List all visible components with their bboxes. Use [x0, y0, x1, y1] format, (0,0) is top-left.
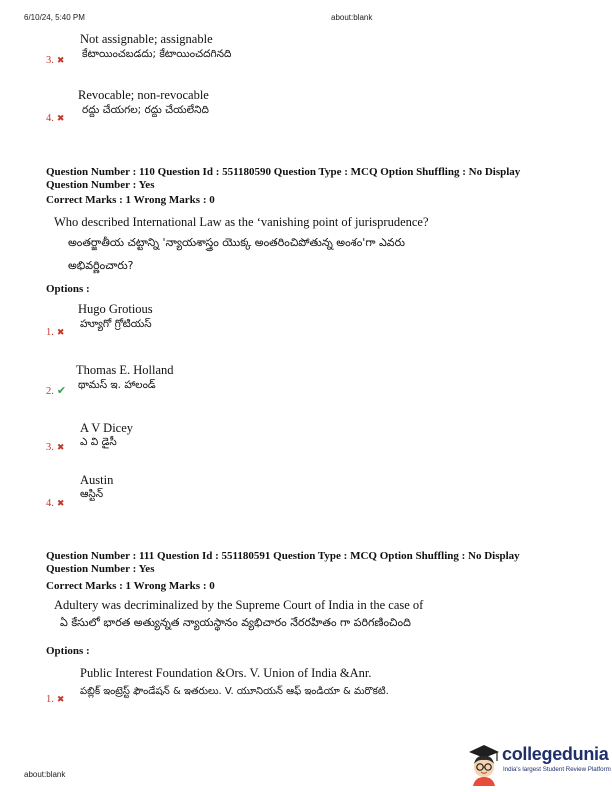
option-2-english: Thomas E. Holland — [76, 363, 174, 377]
option-1-english: Hugo Grotious — [78, 302, 153, 316]
question-111-marks: Correct Marks : 1 Wrong Marks : 0 — [46, 580, 215, 592]
option-3-english: Not assignable; assignable — [80, 32, 213, 46]
cross-mark-icon: ✖ — [56, 499, 65, 509]
option-3-english: A V Dicey — [80, 421, 134, 435]
options-label: Options : — [46, 645, 90, 657]
option-3-marker — [46, 55, 64, 66]
question-110-marks: Correct Marks : 1 Wrong Marks : 0 — [46, 194, 215, 206]
cross-mark-icon: ✖ — [56, 328, 65, 338]
question-111-text-telugu: ఏ కేసులో భారత అత్యున్నత న్యాయస్థానం వ్యభిచారం నేరరహితం గా పరిగణించింది — [60, 616, 411, 629]
option-4-marker — [46, 498, 64, 509]
option-number: 4. — [46, 498, 54, 509]
option-4-telugu: ఆస్టిన్ — [80, 488, 104, 500]
question-111-text-english: Adultery was decriminalized by the Supreme Court of India in the case of — [54, 598, 424, 612]
question-110-text-telugu-1: అంతర్జాతీయ చట్టాన్ని 'న్యాయశాస్త్రం యొక్క అంతరించిపోతున్న అంశం'గా ఎవరు — [68, 236, 405, 249]
check-mark-icon: ✔ — [56, 384, 67, 397]
option-4-english: Austin — [80, 473, 114, 487]
cross-mark-icon: ✖ — [56, 56, 65, 66]
collegedunia-logo — [466, 742, 612, 786]
option-number: 4. — [46, 113, 54, 124]
option-4-marker — [46, 113, 64, 124]
option-number: 2. — [46, 386, 54, 397]
option-number: 3. — [46, 55, 54, 66]
option-1-telugu: పబ్లిక్ ఇంట్రెస్ట్ ఫౌండేషన్ & ఇతరులు. V. యూనియన్ ఆఫ్ ఇండియా & మరొకటి. — [80, 686, 389, 697]
cross-mark-icon: ✖ — [56, 443, 65, 453]
options-label: Options : — [46, 283, 90, 295]
footer-url: about:blank — [24, 770, 66, 779]
question-110-text-telugu-2: అభివర్ణించారు? — [68, 259, 134, 272]
option-2-telugu: థామస్ ఇ. హాలండ్ — [78, 379, 156, 391]
question-111-header-2: Question Number : Yes — [46, 563, 155, 575]
question-110-header-2: Question Number : Yes — [46, 179, 155, 191]
question-110-header: Question Number : 110 Question Id : 551180590 Question Type : MCQ Option Shuffling : No Display — [46, 166, 521, 178]
option-1-marker — [46, 694, 64, 705]
option-2-marker — [46, 384, 66, 397]
option-1-marker — [46, 327, 64, 338]
option-number: 1. — [46, 327, 54, 338]
option-4-english: Revocable; non-revocable — [78, 88, 209, 102]
question-110-text-english: Who described International Law as the ‘vanishing point of jurisprudence? — [54, 215, 429, 229]
option-3-marker — [46, 442, 64, 453]
print-url: about:blank — [331, 13, 373, 22]
option-number: 3. — [46, 442, 54, 453]
option-1-telugu: హ్యూగో గ్రోటియస్ — [80, 318, 152, 330]
cross-mark-icon: ✖ — [56, 695, 65, 705]
print-datetime: 6/10/24, 5:40 PM — [24, 13, 85, 22]
option-number: 1. — [46, 694, 54, 705]
brand-name: collegedunia — [502, 744, 609, 764]
cross-mark-icon: ✖ — [56, 114, 65, 124]
option-3-telugu: ఎ వి డైసీ — [80, 436, 117, 448]
option-1-english: Public Interest Foundation &Ors. V. Union of India &Anr. — [80, 666, 372, 680]
mascot-icon — [466, 742, 502, 786]
brand-tagline: India's largest Student Review Platform — [503, 766, 611, 773]
question-111-header: Question Number : 111 Question Id : 551180591 Question Type : MCQ Option Shuffling : No Display — [46, 550, 520, 562]
option-3-telugu: కేటాయించబడదు; కేటాయించదగినది — [82, 48, 232, 60]
option-4-telugu: రద్దు చేయగల; రద్దు చేయలేనిది — [82, 104, 209, 116]
